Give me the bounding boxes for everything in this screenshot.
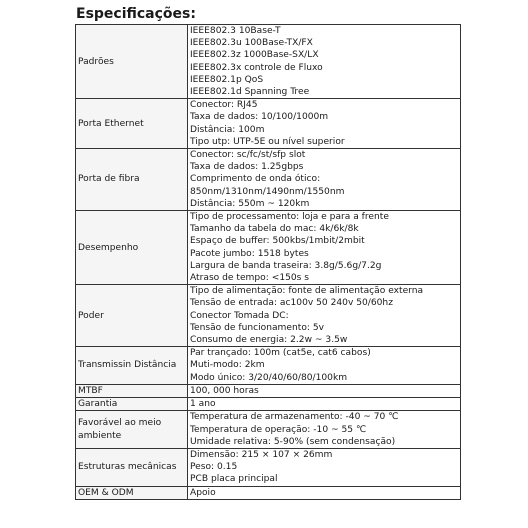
value-line: Pacote jumbo: 1518 bytes [190,248,309,259]
row-label: Garantia [76,398,188,411]
table-row [76,486,461,499]
value-line: 850nm/1310nm/1490nm/1550nm [190,186,345,197]
row-value [188,99,461,149]
value-line: Espaço de buffer: 500kbs/1mbit/2mbit [190,236,365,247]
value-line: Temperatura de operação: -10 ~ 55 ℃ [190,424,367,435]
table-row [76,347,461,385]
value-line: Taxa de dados: 10/100/1000m [190,112,329,123]
value-line: Tensão de entrada: ac100v 50 240v 50/60hz [190,298,393,309]
specifications-table [75,24,461,500]
value-line: Peso: 0.15 [190,462,238,473]
row-label: OEM & ODM [76,486,188,499]
table-row [76,448,461,486]
row-value [188,398,461,411]
value-line: Tamanho da tabela do mac: 4k/6k/8k [190,224,359,235]
row-label: Poder [76,285,188,347]
value-line: Atraso de tempo: <150s s [190,273,310,284]
value-line: IEEE802.1d Spanning Tree [190,87,310,98]
row-label: Porta de fibra [76,149,188,211]
value-line: Conector: RJ45 [190,100,258,111]
value-line: Conector Tomada DC: [190,310,289,321]
value-line: IEEE802.3z 1000Base-SX/LX [190,50,319,61]
value-line: 100, 000 horas [190,385,259,396]
value-line: Largura de banda traseira: 3.8g/5.6g/7.2g [190,260,382,271]
row-label: Transmissin Distância [76,347,188,385]
value-line: IEEE802.3 10Base-T [190,26,281,36]
table-row [76,285,461,347]
value-line: Distância: 100m [190,124,265,135]
row-label: Porta Ethernet [76,99,188,149]
row-label: MTBF [76,384,188,397]
table-row [76,25,461,99]
row-value [188,211,461,285]
table-row [76,149,461,211]
row-label: Estruturas mecânicas [76,448,188,486]
page-title: Especificações: [76,6,196,22]
table-row [76,384,461,397]
value-line: 1 ano [190,399,216,410]
row-label: Desempenho [76,211,188,285]
row-value [188,25,461,99]
row-label: Favorável ao meio ambiente [76,411,188,449]
value-line: Apoio [190,487,216,498]
value-line: Umidade relativa: 5-90% (sem condensação) [190,436,396,447]
value-line: IEEE802.3x controle de Fluxo [190,62,323,73]
value-line: Dimensão: 215 × 107 × 26mm [190,449,333,460]
value-line: Tipo de processamento: loja e para a frente [190,212,389,223]
value-line: Tensão de funcionamento: 5v [190,322,325,333]
table-row [76,211,461,285]
value-line: Tipo utp: UTP-5E ou nível superior [190,136,345,147]
value-line: Taxa de dados: 1.25gbps [190,162,304,173]
value-line: Tipo de alimentação: fonte de alimentação externa [190,286,424,297]
table-row [76,398,461,411]
value-line: Comprimento de onda ótico: [190,174,321,185]
value-line: IEEE802.1p QoS [190,74,264,85]
row-value [188,411,461,449]
row-value [188,384,461,397]
value-line: Conector: sc/fc/st/sfp slot [190,150,306,161]
row-value [188,149,461,211]
row-value [188,347,461,385]
row-value [188,486,461,499]
value-line: Muti-modo: 2km [190,360,265,371]
value-line: Distância: 550m ~ 120km [190,198,310,209]
value-line: Modo único: 3/20/40/60/80/100km [190,372,348,383]
table-row [76,99,461,149]
row-value [188,448,461,486]
table-row [76,411,461,449]
value-line: Temperatura de armazenamento: -40 ~ 70 ℃ [190,412,399,423]
row-value [188,285,461,347]
value-line: Par trançado: 100m (cat5e, cat6 cabos) [190,348,371,359]
value-line: IEEE802.3u 100Base-TX/FX [190,38,313,49]
row-label: Padrões [76,25,188,99]
value-line: Consumo de energia: 2.2w ~ 3.5w [190,335,348,346]
value-line: PCB placa principal [190,474,278,485]
